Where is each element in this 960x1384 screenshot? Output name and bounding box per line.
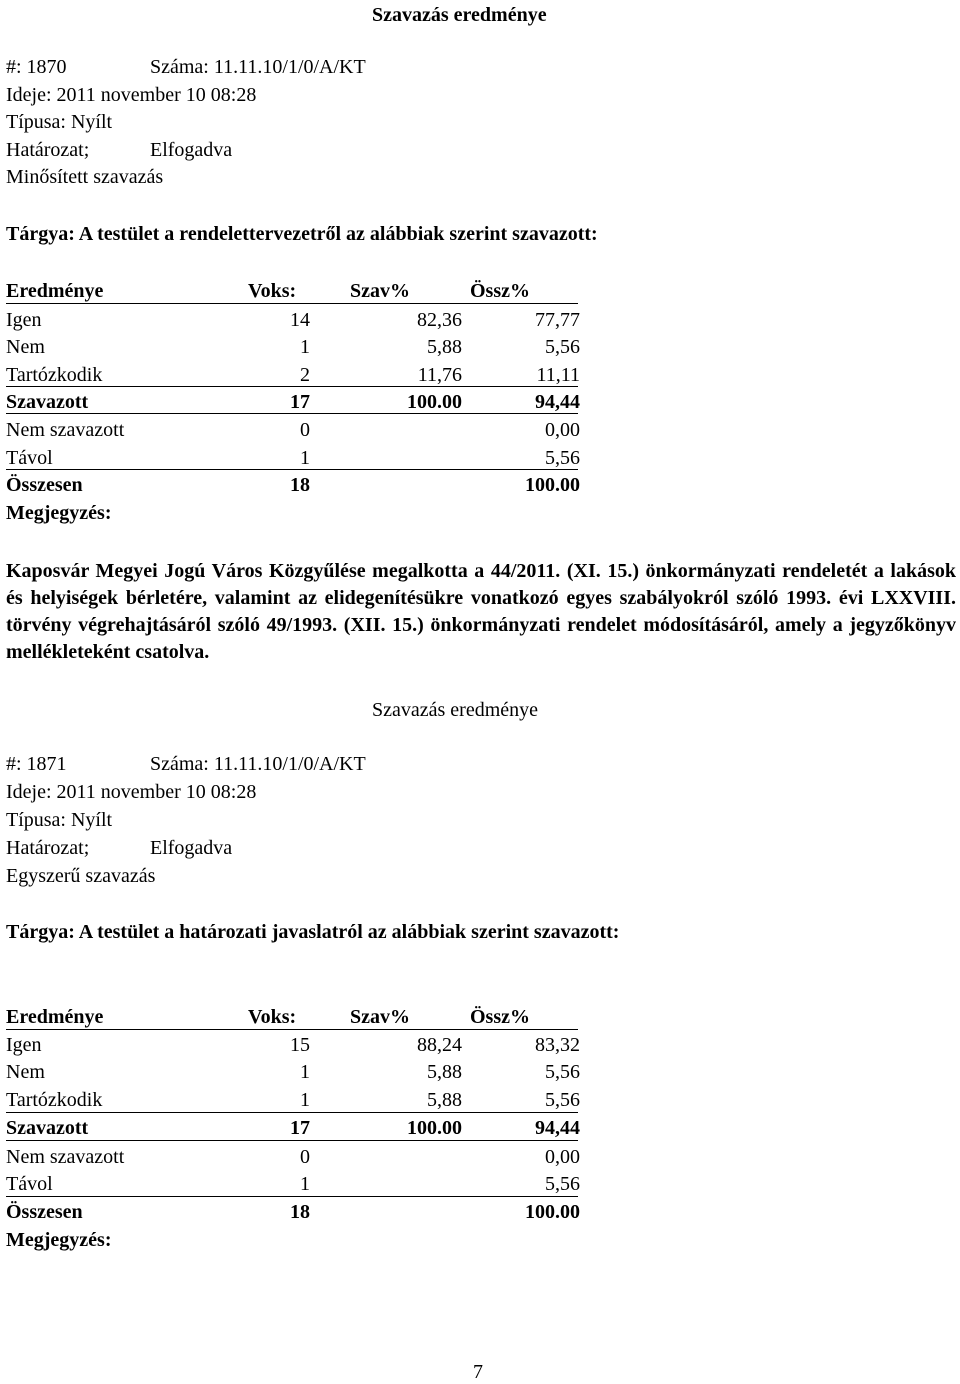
row-label: Szavazott (6, 391, 89, 413)
row-underline (6, 1112, 578, 1113)
row-label: Nem szavazott (6, 1146, 125, 1168)
row-label: Nem szavazott (6, 419, 125, 441)
note-label: Megjegyzés: (6, 502, 112, 524)
header-ossz: Össz% (470, 1006, 530, 1028)
row-voks: 1 (300, 447, 310, 469)
header-szav: Szav% (350, 1006, 410, 1028)
header-underline (6, 1029, 578, 1030)
vote-id: #: 1870 (6, 56, 67, 78)
header-underline (6, 303, 578, 304)
row-label: Távol (6, 1173, 53, 1195)
row-voks: 2 (300, 364, 310, 386)
header-szav: Szav% (350, 280, 410, 302)
vote-id: #: 1871 (6, 753, 67, 775)
vote-number: Száma: 11.11.10/1/0/A/KT (150, 753, 366, 775)
row-underline (6, 1140, 578, 1141)
row-szav: 100.00 (407, 1117, 462, 1139)
row-label: Összesen (6, 474, 83, 496)
vote-date: Ideje: 2011 november 10 08:28 (6, 84, 257, 106)
vote-type: Típusa: Nyílt (6, 111, 113, 133)
row-voks: 1 (300, 336, 310, 358)
decision-value: Elfogadva (150, 139, 233, 161)
row-voks: 0 (300, 419, 310, 441)
row-underline (6, 1196, 578, 1197)
vote-heading: Szavazás eredménye (372, 699, 539, 721)
decision-label: Határozat; (6, 837, 90, 859)
row-szav: 100.00 (407, 391, 462, 413)
vote-heading: Szavazás eredménye (372, 4, 547, 26)
note-label: Megjegyzés: (6, 1229, 112, 1251)
row-label: Tartózkodik (6, 364, 103, 386)
row-voks: 0 (300, 1146, 310, 1168)
vote-type: Típusa: Nyílt (6, 809, 113, 831)
row-voks: 1 (300, 1173, 310, 1195)
row-szav: 11,76 (417, 364, 462, 386)
vote-date: Ideje: 2011 november 10 08:28 (6, 781, 257, 803)
row-label: Összesen (6, 1201, 83, 1223)
row-ossz: 83,32 (535, 1034, 580, 1056)
vote-subject: Tárgya: A testület a határozati javaslatról az alábbiak szerint szavazott: (6, 921, 620, 943)
row-ossz: 5,56 (545, 336, 580, 358)
row-szav: 5,88 (427, 336, 462, 358)
row-szav: 82,36 (417, 309, 462, 331)
row-ossz: 77,77 (535, 309, 580, 331)
header-ossz: Össz% (470, 280, 530, 302)
row-voks: 14 (290, 309, 310, 331)
row-ossz: 0,00 (545, 1146, 580, 1168)
header-eredmenye: Eredménye (6, 280, 104, 302)
row-label: Nem (6, 336, 45, 358)
row-voks: 17 (290, 1117, 310, 1139)
row-ossz: 100.00 (525, 474, 580, 496)
row-voks: 15 (290, 1034, 310, 1056)
row-szav: 5,88 (427, 1061, 462, 1083)
row-ossz: 5,56 (545, 1061, 580, 1083)
header-eredmenye: Eredménye (6, 1006, 104, 1028)
row-label: Szavazott (6, 1117, 89, 1139)
row-voks: 18 (290, 1201, 310, 1223)
row-ossz: 5,56 (545, 1089, 580, 1111)
vote-subject: Tárgya: A testület a rendelettervezetről az alábbiak szerint szavazott: (6, 223, 598, 245)
row-szav: 5,88 (427, 1089, 462, 1111)
page-number: 7 (473, 1361, 483, 1383)
row-label: Igen (6, 309, 42, 331)
row-underline (6, 386, 578, 387)
row-voks: 1 (300, 1061, 310, 1083)
row-underline (6, 469, 578, 470)
header-voks: Voks: (248, 280, 297, 302)
decision-value: Elfogadva (150, 837, 233, 859)
row-label: Nem (6, 1061, 45, 1083)
row-ossz: 5,56 (545, 1173, 580, 1195)
row-ossz: 5,56 (545, 447, 580, 469)
row-voks: 1 (300, 1089, 310, 1111)
decision-label: Határozat; (6, 139, 90, 161)
resolution-paragraph: Kaposvár Megyei Jogú Város Közgyűlése megalkotta a 44/2011. (XI. 15.) önkormányzati rendeletét a lakások és helyiségek bérletére, valamint az elidegenítésükre vonatkozó egyes szabályokról szóló 1993. évi LXXVIII. törvény végrehajtásáról szóló 49/1993. (XII. 15.) önkormányzati rendelet módosításáról, amely a jegyzőkönyv mellékleteként csatolva. (6, 560, 956, 663)
vote-kind: Minősített szavazás (6, 166, 164, 188)
vote-kind: Egyszerű szavazás (6, 865, 156, 887)
row-ossz: 94,44 (535, 391, 580, 413)
row-ossz: 11,11 (536, 364, 580, 386)
row-underline (6, 413, 578, 414)
row-voks: 18 (290, 474, 310, 496)
row-voks: 17 (290, 391, 310, 413)
row-label: Tartózkodik (6, 1089, 103, 1111)
row-ossz: 94,44 (535, 1117, 580, 1139)
row-ossz: 100.00 (525, 1201, 580, 1223)
row-label: Távol (6, 447, 53, 469)
row-label: Igen (6, 1034, 42, 1056)
header-voks: Voks: (248, 1006, 297, 1028)
row-szav: 88,24 (417, 1034, 462, 1056)
vote-number: Száma: 11.11.10/1/0/A/KT (150, 56, 366, 78)
row-ossz: 0,00 (545, 419, 580, 441)
